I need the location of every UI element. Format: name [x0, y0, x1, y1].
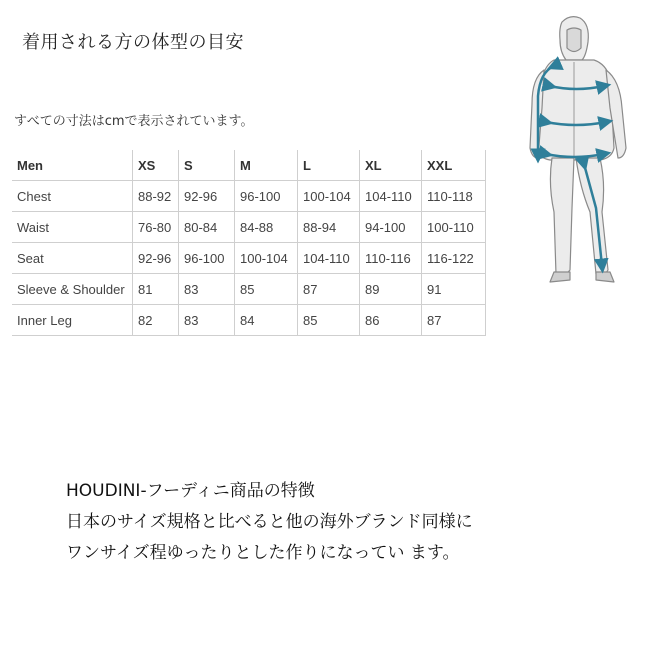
- table-cell: 88-92: [133, 181, 179, 212]
- table-cell: 80-84: [179, 212, 235, 243]
- table-cell: 110-118: [422, 181, 486, 212]
- table-cell: 96-100: [179, 243, 235, 274]
- table-cell: 104-110: [298, 243, 360, 274]
- row-label: Inner Leg: [12, 305, 133, 336]
- table-row: [12, 243, 486, 274]
- column-header: XL: [360, 150, 422, 181]
- feature-description: [66, 476, 473, 569]
- table-cell: 91: [422, 274, 486, 305]
- feature-line: HOUDINI-フーディニ商品の特徴: [66, 481, 315, 501]
- column-header: XS: [133, 150, 179, 181]
- table-row: [12, 181, 486, 212]
- table-cell: 92-96: [179, 181, 235, 212]
- table-cell: 100-110: [422, 212, 486, 243]
- feature-line: 日本のサイズ規格と比べると他の海外ブランド同様に: [66, 512, 473, 532]
- table-cell: 88-94: [298, 212, 360, 243]
- row-label: Waist: [12, 212, 133, 243]
- column-header: S: [179, 150, 235, 181]
- row-label: Sleeve & Shoulder: [12, 274, 133, 305]
- table-cell: 82: [133, 305, 179, 336]
- table-cell: 86: [360, 305, 422, 336]
- units-note: すべての寸法はcmで表示されています。: [14, 114, 254, 129]
- table-cell: 104-110: [360, 181, 422, 212]
- table-cell: 83: [179, 274, 235, 305]
- table-cell: 83: [179, 305, 235, 336]
- column-header: M: [235, 150, 298, 181]
- table-cell: 92-96: [133, 243, 179, 274]
- table-cell: 76-80: [133, 212, 179, 243]
- mannequin-measurement-icon: [510, 8, 640, 298]
- table-cell: 100-104: [298, 181, 360, 212]
- column-header: XXL: [422, 150, 486, 181]
- table-cell: 87: [298, 274, 360, 305]
- table-cell: 84: [235, 305, 298, 336]
- table-cell: 84-88: [235, 212, 298, 243]
- table-header-row: [12, 150, 486, 181]
- table-cell: 116-122: [422, 243, 486, 274]
- table-row: [12, 274, 486, 305]
- table-cell: 96-100: [235, 181, 298, 212]
- table-cell: 100-104: [235, 243, 298, 274]
- feature-line: ワンサイズ程ゆったりとした作りになってい ます。: [66, 543, 460, 563]
- column-header: Men: [12, 150, 133, 181]
- row-label: Seat: [12, 243, 133, 274]
- page-title: 着用される方の体型の目安: [22, 32, 244, 53]
- table-cell: 89: [360, 274, 422, 305]
- table-cell: 110-116: [360, 243, 422, 274]
- column-header: L: [298, 150, 360, 181]
- table-row: [12, 305, 486, 336]
- table-cell: 87: [422, 305, 486, 336]
- table-cell: 94-100: [360, 212, 422, 243]
- size-chart-table: [12, 150, 486, 336]
- table-cell: 81: [133, 274, 179, 305]
- table-cell: 85: [235, 274, 298, 305]
- table-cell: 85: [298, 305, 360, 336]
- table-row: [12, 212, 486, 243]
- row-label: Chest: [12, 181, 133, 212]
